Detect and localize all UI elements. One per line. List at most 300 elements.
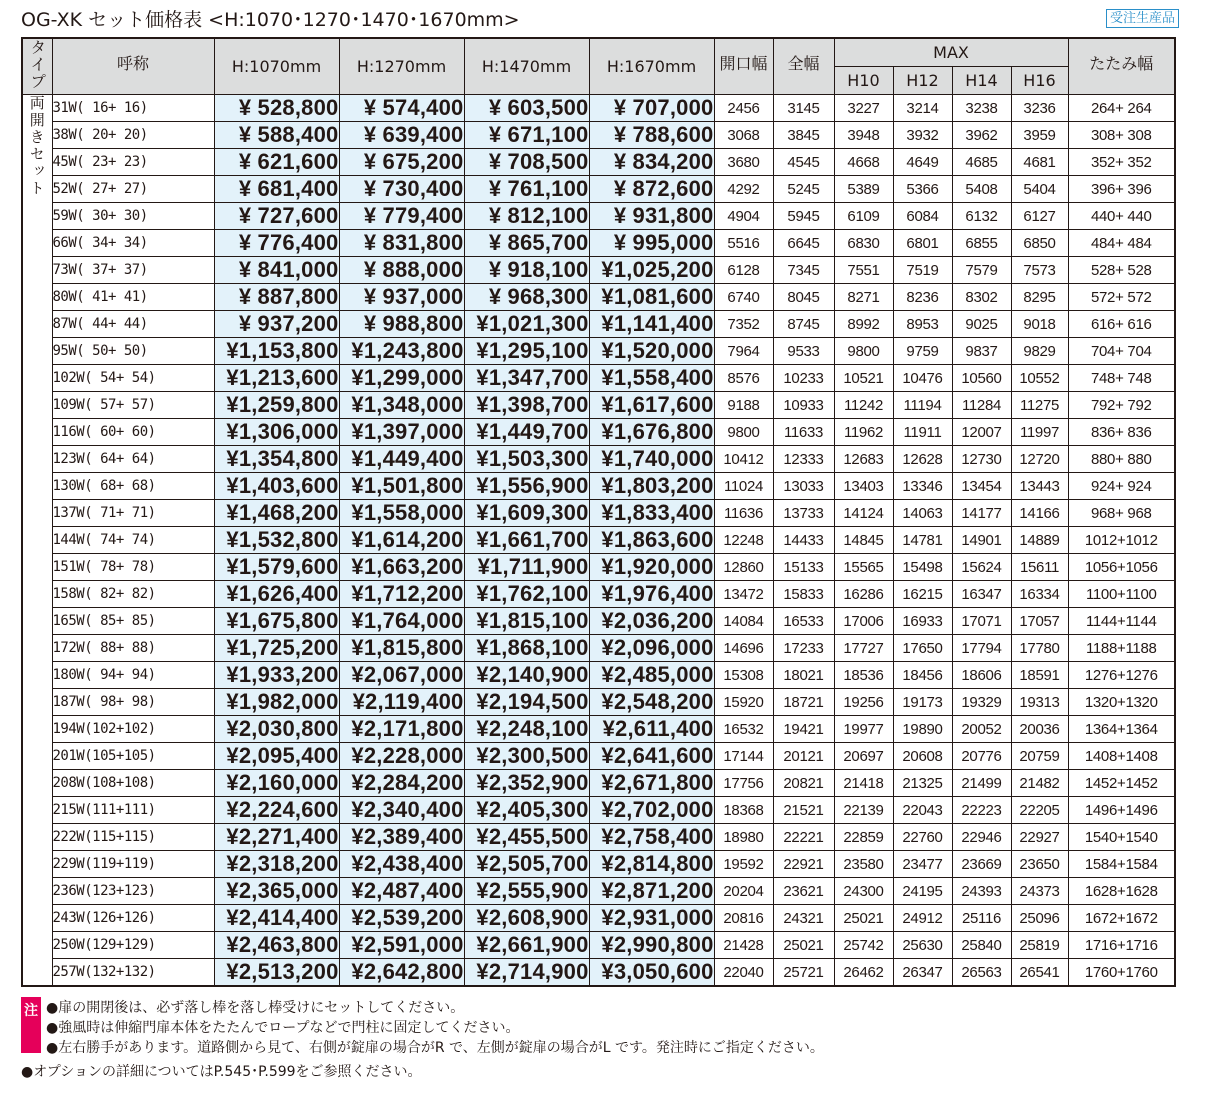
- cell-fold: 836+ 836: [1068, 419, 1175, 446]
- header-h10: H10: [834, 67, 893, 95]
- cell-m14: 21499: [952, 770, 1011, 797]
- cell-p1: ¥1,626,400: [214, 581, 339, 608]
- cell-fold: 1408+1408: [1068, 743, 1175, 770]
- cell-fold: 1496+1496: [1068, 797, 1175, 824]
- cell-open: 10412: [714, 446, 773, 473]
- cell-p4: ¥2,931,000: [589, 905, 714, 932]
- cell-m10: 16286: [834, 581, 893, 608]
- cell-fold: 1672+1672: [1068, 905, 1175, 932]
- cell-name: 137W( 71+ 71): [52, 500, 214, 527]
- cell-fold: 1452+1452: [1068, 770, 1175, 797]
- cell-p2: ¥1,397,000: [339, 419, 464, 446]
- table-row: [22, 311, 1175, 338]
- cell-p1: ¥1,468,200: [214, 500, 339, 527]
- cell-p4: ¥2,036,200: [589, 608, 714, 635]
- table-row: [22, 365, 1175, 392]
- cell-p3: ¥ 968,300: [464, 284, 589, 311]
- cell-m10: 7551: [834, 257, 893, 284]
- cell-m16: 6127: [1011, 203, 1068, 230]
- cell-m10: 22139: [834, 797, 893, 824]
- cell-p1: ¥1,213,600: [214, 365, 339, 392]
- table-row: [22, 95, 1175, 122]
- cell-name: 66W( 34+ 34): [52, 230, 214, 257]
- cell-full: 8045: [773, 284, 834, 311]
- price-table-body: [22, 95, 1175, 987]
- cell-p3: ¥ 708,500: [464, 149, 589, 176]
- cell-p3: ¥1,762,100: [464, 581, 589, 608]
- cell-p4: ¥1,863,600: [589, 527, 714, 554]
- cell-name: 144W( 74+ 74): [52, 527, 214, 554]
- cell-fold: 484+ 484: [1068, 230, 1175, 257]
- cell-p1: ¥ 841,000: [214, 257, 339, 284]
- cell-m14: 17071: [952, 608, 1011, 635]
- cell-p2: ¥1,501,800: [339, 473, 464, 500]
- cell-p2: ¥ 639,400: [339, 122, 464, 149]
- cell-p4: ¥ 995,000: [589, 230, 714, 257]
- cell-m12: 13346: [893, 473, 952, 500]
- cell-fold: 1716+1716: [1068, 932, 1175, 959]
- cell-m16: 19313: [1011, 689, 1068, 716]
- cell-m16: 26541: [1011, 959, 1068, 987]
- cell-p1: ¥2,513,200: [214, 959, 339, 987]
- cell-p1: ¥2,030,800: [214, 716, 339, 743]
- cell-m10: 14124: [834, 500, 893, 527]
- cell-m12: 8953: [893, 311, 952, 338]
- cell-m16: 22927: [1011, 824, 1068, 851]
- cell-full: 4545: [773, 149, 834, 176]
- option-note: ●オプションの詳細についてはP.545･P.599をご参照ください。: [21, 1064, 422, 1080]
- type-label: 両開きセット: [27, 95, 46, 197]
- cell-p3: ¥2,352,900: [464, 770, 589, 797]
- cell-m14: 19329: [952, 689, 1011, 716]
- cell-full: 9533: [773, 338, 834, 365]
- cell-open: 9800: [714, 419, 773, 446]
- cell-m10: 20697: [834, 743, 893, 770]
- table-row: [22, 770, 1175, 797]
- cell-m12: 8236: [893, 284, 952, 311]
- cell-name: 102W( 54+ 54): [52, 365, 214, 392]
- cell-name: 151W( 78+ 78): [52, 554, 214, 581]
- cell-name: 194W(102+102): [52, 716, 214, 743]
- cell-p2: ¥1,815,800: [339, 635, 464, 662]
- cell-p1: ¥1,403,600: [214, 473, 339, 500]
- cell-m16: 20759: [1011, 743, 1068, 770]
- cell-name: 229W(119+119): [52, 851, 214, 878]
- cell-full: 23621: [773, 878, 834, 905]
- cell-name: 172W( 88+ 88): [52, 635, 214, 662]
- cell-m14: 8302: [952, 284, 1011, 311]
- cell-m16: 21482: [1011, 770, 1068, 797]
- table-row: [22, 149, 1175, 176]
- cell-p4: ¥2,485,000: [589, 662, 714, 689]
- cell-p1: ¥1,982,000: [214, 689, 339, 716]
- cell-m12: 3214: [893, 95, 952, 122]
- cell-m10: 11242: [834, 392, 893, 419]
- header-h16: H16: [1011, 67, 1068, 95]
- cell-full: 13033: [773, 473, 834, 500]
- cell-m12: 16215: [893, 581, 952, 608]
- cell-fold: 1364+1364: [1068, 716, 1175, 743]
- cell-m14: 22946: [952, 824, 1011, 851]
- cell-p1: ¥1,725,200: [214, 635, 339, 662]
- cell-m12: 24912: [893, 905, 952, 932]
- cell-p3: ¥1,503,300: [464, 446, 589, 473]
- table-row: [22, 419, 1175, 446]
- cell-p2: ¥2,438,400: [339, 851, 464, 878]
- cell-fold: 1276+1276: [1068, 662, 1175, 689]
- header-h1270: H:1270mm: [339, 38, 464, 95]
- cell-open: 17756: [714, 770, 773, 797]
- cell-open: 9188: [714, 392, 773, 419]
- cell-p4: ¥2,548,200: [589, 689, 714, 716]
- cell-m16: 4681: [1011, 149, 1068, 176]
- cell-p1: ¥ 681,400: [214, 176, 339, 203]
- table-row: [22, 122, 1175, 149]
- cell-m12: 19173: [893, 689, 952, 716]
- cell-open: 7964: [714, 338, 773, 365]
- cell-m14: 5408: [952, 176, 1011, 203]
- cell-p3: ¥2,140,900: [464, 662, 589, 689]
- cell-open: 2456: [714, 95, 773, 122]
- cell-m12: 26347: [893, 959, 952, 987]
- cell-p1: ¥ 776,400: [214, 230, 339, 257]
- cell-m14: 11284: [952, 392, 1011, 419]
- cell-p4: ¥3,050,600: [589, 959, 714, 987]
- cell-m12: 25630: [893, 932, 952, 959]
- cell-p2: ¥2,389,400: [339, 824, 464, 851]
- cell-m16: 10552: [1011, 365, 1068, 392]
- cell-p3: ¥2,714,900: [464, 959, 589, 987]
- cell-fold: 352+ 352: [1068, 149, 1175, 176]
- cell-open: 12248: [714, 527, 773, 554]
- cell-open: 12860: [714, 554, 773, 581]
- cell-name: 208W(108+108): [52, 770, 214, 797]
- cell-full: 5245: [773, 176, 834, 203]
- cell-open: 4292: [714, 176, 773, 203]
- cell-m12: 22760: [893, 824, 952, 851]
- table-row: [22, 257, 1175, 284]
- cell-p3: ¥ 603,500: [464, 95, 589, 122]
- cell-m14: 20052: [952, 716, 1011, 743]
- cell-p2: ¥ 779,400: [339, 203, 464, 230]
- cell-m10: 14845: [834, 527, 893, 554]
- cell-p1: ¥ 887,800: [214, 284, 339, 311]
- cell-full: 6645: [773, 230, 834, 257]
- table-row: [22, 743, 1175, 770]
- cell-m16: 8295: [1011, 284, 1068, 311]
- cell-p3: ¥1,449,700: [464, 419, 589, 446]
- cell-p4: ¥1,081,600: [589, 284, 714, 311]
- header-h1470: H:1470mm: [464, 38, 589, 95]
- cell-name: 165W( 85+ 85): [52, 608, 214, 635]
- table-row: [22, 446, 1175, 473]
- header-max: MAX: [834, 38, 1068, 67]
- cell-p1: ¥2,318,200: [214, 851, 339, 878]
- cell-p2: ¥1,299,000: [339, 365, 464, 392]
- cell-m14: 25116: [952, 905, 1011, 932]
- cell-p1: ¥2,224,600: [214, 797, 339, 824]
- header-h1670: H:1670mm: [589, 38, 714, 95]
- cell-open: 11024: [714, 473, 773, 500]
- cell-m14: 9025: [952, 311, 1011, 338]
- cell-fold: 704+ 704: [1068, 338, 1175, 365]
- cell-m16: 17057: [1011, 608, 1068, 635]
- cell-p3: ¥2,455,500: [464, 824, 589, 851]
- cell-open: 6740: [714, 284, 773, 311]
- cell-open: 17144: [714, 743, 773, 770]
- cell-m14: 18606: [952, 662, 1011, 689]
- cell-fold: 1100+1100: [1068, 581, 1175, 608]
- cell-p4: ¥1,520,000: [589, 338, 714, 365]
- table-row: [22, 635, 1175, 662]
- table-row: [22, 851, 1175, 878]
- cell-m12: 14781: [893, 527, 952, 554]
- table-row: [22, 959, 1175, 987]
- cell-full: 10233: [773, 365, 834, 392]
- header-h14: H14: [952, 67, 1011, 95]
- cell-m12: 7519: [893, 257, 952, 284]
- cell-m12: 21325: [893, 770, 952, 797]
- cell-name: 116W( 60+ 60): [52, 419, 214, 446]
- cell-fold: 1760+1760: [1068, 959, 1175, 987]
- cell-open: 14084: [714, 608, 773, 635]
- cell-m16: 22205: [1011, 797, 1068, 824]
- cell-m16: 6850: [1011, 230, 1068, 257]
- cell-p4: ¥2,611,400: [589, 716, 714, 743]
- cell-fold: 1056+1056: [1068, 554, 1175, 581]
- cell-open: 4904: [714, 203, 773, 230]
- cell-m10: 6109: [834, 203, 893, 230]
- cell-p4: ¥ 834,200: [589, 149, 714, 176]
- cell-m16: 9829: [1011, 338, 1068, 365]
- made-to-order-badge: 受注生産品: [1106, 9, 1179, 28]
- cell-full: 13733: [773, 500, 834, 527]
- cell-m10: 18536: [834, 662, 893, 689]
- cell-m14: 3962: [952, 122, 1011, 149]
- table-row: [22, 500, 1175, 527]
- cell-p3: ¥1,021,300: [464, 311, 589, 338]
- cell-m12: 17650: [893, 635, 952, 662]
- cell-p1: ¥2,414,400: [214, 905, 339, 932]
- cell-full: 11633: [773, 419, 834, 446]
- cell-p3: ¥1,295,100: [464, 338, 589, 365]
- cell-p3: ¥ 865,700: [464, 230, 589, 257]
- cell-m10: 17727: [834, 635, 893, 662]
- header-h1070: H:1070mm: [214, 38, 339, 95]
- cell-m16: 9018: [1011, 311, 1068, 338]
- cell-m12: 4649: [893, 149, 952, 176]
- cell-m12: 10476: [893, 365, 952, 392]
- cell-m10: 19256: [834, 689, 893, 716]
- cell-name: 236W(123+123): [52, 878, 214, 905]
- cell-full: 19421: [773, 716, 834, 743]
- cell-full: 24321: [773, 905, 834, 932]
- header-h12: H12: [893, 67, 952, 95]
- cell-open: 15920: [714, 689, 773, 716]
- table-row: [22, 878, 1175, 905]
- cell-p2: ¥1,348,000: [339, 392, 464, 419]
- cell-p4: ¥1,676,800: [589, 419, 714, 446]
- cell-m12: 9759: [893, 338, 952, 365]
- cell-m14: 6132: [952, 203, 1011, 230]
- cell-p2: ¥2,067,000: [339, 662, 464, 689]
- cell-p2: ¥1,663,200: [339, 554, 464, 581]
- cell-p3: ¥ 671,100: [464, 122, 589, 149]
- cell-name: 95W( 50+ 50): [52, 338, 214, 365]
- table-row: [22, 824, 1175, 851]
- header-opening: 開口幅: [714, 38, 773, 95]
- cell-fold: 396+ 396: [1068, 176, 1175, 203]
- cell-p2: ¥ 988,800: [339, 311, 464, 338]
- cell-p2: ¥ 675,200: [339, 149, 464, 176]
- cell-m16: 25819: [1011, 932, 1068, 959]
- cell-m14: 13454: [952, 473, 1011, 500]
- cell-fold: 308+ 308: [1068, 122, 1175, 149]
- cell-full: 17233: [773, 635, 834, 662]
- price-table: [21, 37, 1176, 987]
- cell-p2: ¥1,614,200: [339, 527, 464, 554]
- cell-name: 31W( 16+ 16): [52, 95, 214, 122]
- cell-name: 73W( 37+ 37): [52, 257, 214, 284]
- cell-name: 243W(126+126): [52, 905, 214, 932]
- cell-open: 14696: [714, 635, 773, 662]
- cell-m12: 3932: [893, 122, 952, 149]
- cell-p1: ¥2,271,400: [214, 824, 339, 851]
- cell-name: 59W( 30+ 30): [52, 203, 214, 230]
- cell-m10: 8271: [834, 284, 893, 311]
- table-row: [22, 473, 1175, 500]
- cell-p3: ¥2,405,300: [464, 797, 589, 824]
- cell-m16: 16334: [1011, 581, 1068, 608]
- cell-name: 123W( 64+ 64): [52, 446, 214, 473]
- cell-m12: 18456: [893, 662, 952, 689]
- cell-full: 18021: [773, 662, 834, 689]
- cell-p2: ¥2,340,400: [339, 797, 464, 824]
- cell-m10: 24300: [834, 878, 893, 905]
- cell-fold: 1144+1144: [1068, 608, 1175, 635]
- cell-open: 5516: [714, 230, 773, 257]
- cell-open: 19592: [714, 851, 773, 878]
- cell-name: 38W( 20+ 20): [52, 122, 214, 149]
- cell-fold: 1320+1320: [1068, 689, 1175, 716]
- cell-p1: ¥ 727,600: [214, 203, 339, 230]
- table-row: [22, 527, 1175, 554]
- cell-full: 3845: [773, 122, 834, 149]
- cell-m14: 12730: [952, 446, 1011, 473]
- table-title: OG-XK セット価格表 <H:1070･1270･1470･1670mm>: [21, 9, 520, 31]
- cell-full: 5945: [773, 203, 834, 230]
- cell-p2: ¥1,764,000: [339, 608, 464, 635]
- cell-m16: 17780: [1011, 635, 1068, 662]
- cell-full: 18721: [773, 689, 834, 716]
- cell-m14: 3238: [952, 95, 1011, 122]
- cell-m12: 11194: [893, 392, 952, 419]
- cell-p4: ¥2,814,800: [589, 851, 714, 878]
- cell-m16: 23650: [1011, 851, 1068, 878]
- cell-name: 109W( 57+ 57): [52, 392, 214, 419]
- cell-m10: 12683: [834, 446, 893, 473]
- cell-open: 22040: [714, 959, 773, 987]
- cell-open: 16532: [714, 716, 773, 743]
- cell-m10: 8992: [834, 311, 893, 338]
- cell-p1: ¥1,354,800: [214, 446, 339, 473]
- cell-m16: 13443: [1011, 473, 1068, 500]
- cell-m10: 5389: [834, 176, 893, 203]
- cell-p3: ¥ 761,100: [464, 176, 589, 203]
- cell-p4: ¥ 931,800: [589, 203, 714, 230]
- cell-p2: ¥2,539,200: [339, 905, 464, 932]
- cell-m10: 4668: [834, 149, 893, 176]
- cell-p1: ¥1,933,200: [214, 662, 339, 689]
- table-row: [22, 689, 1175, 716]
- cell-fold: 528+ 528: [1068, 257, 1175, 284]
- cell-open: 21428: [714, 932, 773, 959]
- cell-p2: ¥ 831,800: [339, 230, 464, 257]
- table-row: [22, 797, 1175, 824]
- cell-m12: 12628: [893, 446, 952, 473]
- cell-p3: ¥2,608,900: [464, 905, 589, 932]
- cell-m10: 6830: [834, 230, 893, 257]
- cell-name: 187W( 98+ 98): [52, 689, 214, 716]
- cell-fold: 1188+1188: [1068, 635, 1175, 662]
- cell-m16: 11997: [1011, 419, 1068, 446]
- cell-p3: ¥2,661,900: [464, 932, 589, 959]
- cell-p2: ¥1,558,000: [339, 500, 464, 527]
- cell-p4: ¥2,990,800: [589, 932, 714, 959]
- cell-fold: 968+ 968: [1068, 500, 1175, 527]
- cell-p4: ¥1,617,600: [589, 392, 714, 419]
- cell-full: 10933: [773, 392, 834, 419]
- cell-m16: 12720: [1011, 446, 1068, 473]
- cell-m16: 20036: [1011, 716, 1068, 743]
- cell-open: 20816: [714, 905, 773, 932]
- cell-name: 257W(132+132): [52, 959, 214, 987]
- cell-p3: ¥2,505,700: [464, 851, 589, 878]
- cell-p2: ¥ 937,000: [339, 284, 464, 311]
- cell-fold: 1540+1540: [1068, 824, 1175, 851]
- cell-fold: 924+ 924: [1068, 473, 1175, 500]
- cell-m10: 3948: [834, 122, 893, 149]
- cell-full: 14433: [773, 527, 834, 554]
- cell-p2: ¥1,449,400: [339, 446, 464, 473]
- cell-name: 222W(115+115): [52, 824, 214, 851]
- cell-name: 87W( 44+ 44): [52, 311, 214, 338]
- cell-p1: ¥2,463,800: [214, 932, 339, 959]
- cell-m12: 24195: [893, 878, 952, 905]
- cell-m14: 24393: [952, 878, 1011, 905]
- cell-full: 20121: [773, 743, 834, 770]
- cell-p3: ¥1,347,700: [464, 365, 589, 392]
- cell-p1: ¥ 588,400: [214, 122, 339, 149]
- cell-p3: ¥1,556,900: [464, 473, 589, 500]
- cell-p4: ¥2,096,000: [589, 635, 714, 662]
- cell-m16: 24373: [1011, 878, 1068, 905]
- cell-open: 11636: [714, 500, 773, 527]
- header-name: 呼称: [52, 38, 214, 95]
- cell-m10: 25021: [834, 905, 893, 932]
- cell-m16: 7573: [1011, 257, 1068, 284]
- cell-m16: 3959: [1011, 122, 1068, 149]
- cell-m14: 23669: [952, 851, 1011, 878]
- cell-m10: 17006: [834, 608, 893, 635]
- cell-m10: 13403: [834, 473, 893, 500]
- cell-m16: 18591: [1011, 662, 1068, 689]
- cell-p4: ¥2,671,800: [589, 770, 714, 797]
- cell-p2: ¥ 888,000: [339, 257, 464, 284]
- cell-m14: 7579: [952, 257, 1011, 284]
- table-row: [22, 284, 1175, 311]
- table-row: [22, 581, 1175, 608]
